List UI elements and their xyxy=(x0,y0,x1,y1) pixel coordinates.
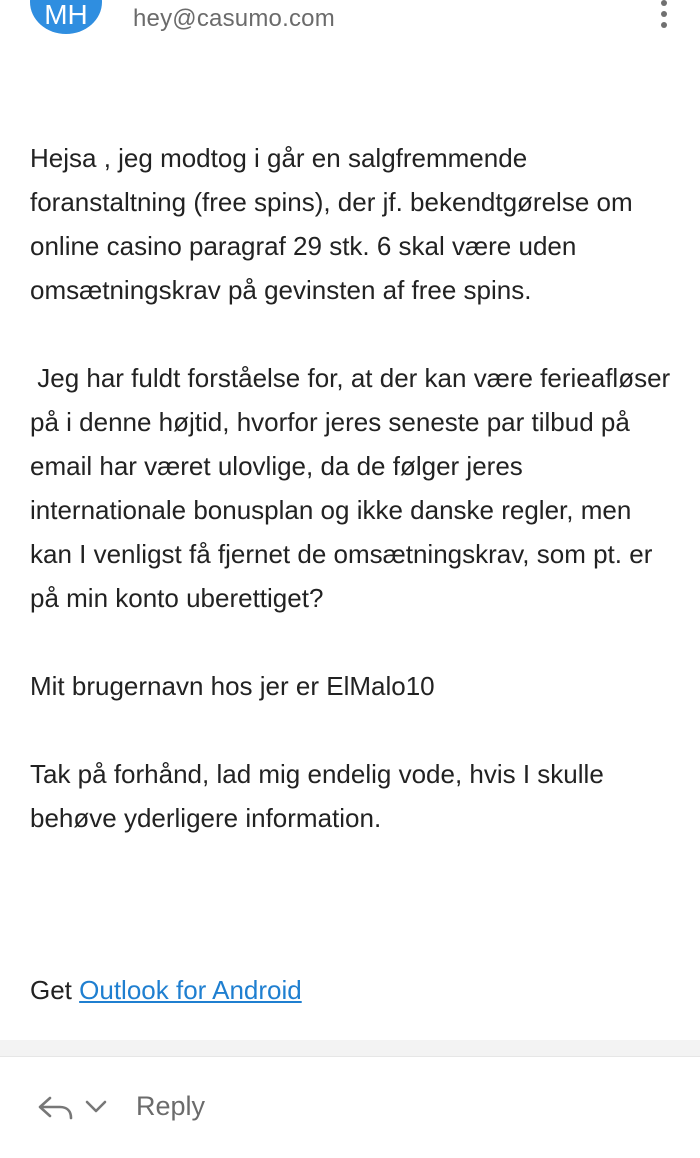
divider xyxy=(0,1040,700,1057)
reply-bar[interactable] xyxy=(0,1057,700,1158)
reply-arrow-icon[interactable] xyxy=(36,1093,76,1123)
more-dot-icon xyxy=(661,0,667,6)
avatar[interactable]: MH xyxy=(30,0,102,34)
reply-button[interactable]: Reply xyxy=(136,1091,206,1121)
more-dot-icon xyxy=(661,22,667,28)
message-paragraph: Tak på forhånd, lad mig endelig vode, hvis I skulle behøve yderligere information. xyxy=(30,759,604,833)
signature-prefix: Get xyxy=(30,975,80,1005)
message-body xyxy=(30,136,680,884)
more-options-button[interactable] xyxy=(654,0,674,36)
message-paragraph: Mit brugernavn hos jer er ElMalo10 xyxy=(30,671,435,701)
signature xyxy=(30,968,302,1012)
message-header xyxy=(0,0,700,60)
more-dot-icon xyxy=(661,11,667,17)
sender-email[interactable]: hey@casumo.com xyxy=(133,5,335,32)
message-paragraph: Hejsa , jeg modtog i går en salgfremmende foranstaltning (free spins), der jf. bekendtgørelse om online casino paragraf 29 stk. 6 skal være uden omsætningskrav på gevinsten af free spins. xyxy=(30,143,633,305)
chevron-down-icon[interactable] xyxy=(84,1097,108,1117)
message-paragraph: Jeg har fuldt forståelse for, at der kan være ferieafløser på i denne højtid, hvorfor jeres seneste par tilbud på email har været ulovlige, da de følger jeres internationale bonusplan og ikke danske regler, men kan I venligst få fjernet de omsætningskrav, som pt. er på min konto uberettiget? xyxy=(30,363,678,613)
outlook-for-android-link[interactable]: Outlook for Android xyxy=(79,975,302,1005)
